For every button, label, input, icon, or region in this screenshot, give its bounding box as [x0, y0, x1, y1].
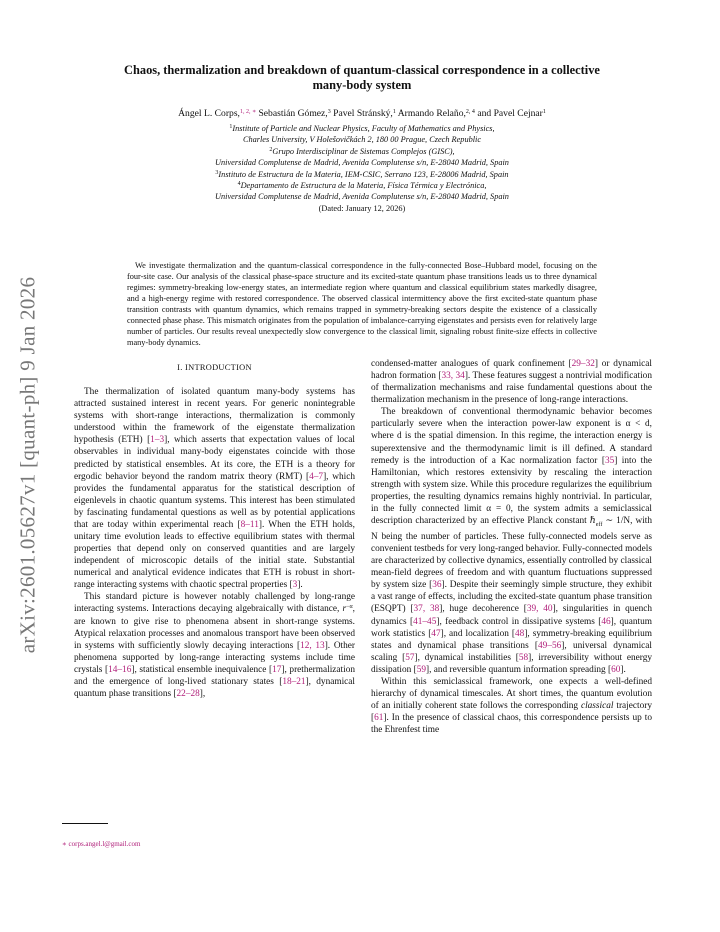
footnote-rule — [62, 823, 108, 824]
affiliation-line: Universidad Complutense de Madrid, Avenida Complutense s/n, E-28040 Madrid, Spain — [215, 192, 509, 202]
citation-link[interactable]: 18–21 — [282, 676, 306, 687]
paragraph: Within this semiclassical framework, one expects a well-defined hierarchy of dynamical timescales. At short times, the quantum evolution of an initially coherent state follows the corresponding classical trajectory [61]. In the presence of classical chaos, this correspondence persists up to the Ehrenfest time — [371, 676, 652, 736]
title-line-2: many-body system — [312, 78, 412, 92]
paragraph: This standard picture is however notably challenged by long-range interacting systems. Interactions decaying algebraically with distance, $r^{-\alpha}$, are known to give rise to phenomena absent in short-range systems. Atypical relaxation processes and anomalous transport have been observed in systems with sufficiently slowly decaying interactions [12, 13]. Other phenomena supported by long-range interacting systems include time crystals [14–16], statistical ensemble inequivalence [17], prethermalization and the emergence of long-lived stationary states [18–21], dynamical quantum phase transitions [22–28], — [74, 592, 355, 700]
affiliations — [80, 123, 644, 214]
citation-link[interactable]: 57 — [405, 652, 415, 663]
abstract-text: We investigate thermalization and the quantum-classical correspondence in the fully-connected Bose–Hubbard model, focusing on the four-site case. Our analysis of the classical phase-space structure and its excited-state quantum phase transitions leads us to three dynamical regimes: symmetry-breaking low-energy states, an intermediate region where quantum and classical equilibrium states markedly disagree, and a high-energy regime with restored correspondence. The observed classical intermittency above the first excited-state quantum phase transition contrasts with quantum dynamics, which remains trapped in symmetry-breaking sectors despite the existence of a classically connected phase phase. This mismatch originates from the population of imbalance-carrying eigenstates and persists even for relatively large number of particles. Our results reveal unexpectedly slow convergence to the classical limit, signaling robust finite-size effects in collective many-body dynamics. — [127, 261, 597, 348]
abstract — [127, 260, 597, 348]
author-affiliation-mark[interactable]: 1, 2, ∗ — [239, 109, 257, 115]
footnote-email[interactable]: ∗ corps.angel.l@gmail.com — [62, 840, 141, 848]
citation-link[interactable]: 47 — [431, 628, 441, 639]
affiliation-line: Universidad Complutense de Madrid, Avenida Complutense s/n, E-28040 Madrid, Spain — [215, 158, 509, 168]
citation-link[interactable]: 12, 13 — [300, 640, 325, 651]
affiliation-line: $^2$Grupo Interdisciplinar de Sistemas Complejos (GISC), — [269, 146, 455, 156]
author-affiliation-mark: 3 — [327, 109, 331, 115]
author-affiliation-mark: 2, 4 — [465, 109, 475, 115]
citation-link[interactable]: 14–16 — [108, 664, 132, 675]
affiliation-line: Charles University, V Holešovičkách 2, 180 00 Prague, Czech Republic — [242, 135, 482, 145]
citation-link[interactable]: 17 — [272, 664, 282, 675]
citation-link[interactable]: 3 — [292, 580, 298, 591]
paragraph: The breakdown of conventional thermodynamic behavior becomes particularly severe when the interaction power-law exponent is α < d, where d is the spatial dimension. In this regime, the interaction energy is superextensive and the thermodynamic limit is ill defined. A standard remedy is the introduction of a Kac normalization factor [35] into the Hamiltonian, which restores extensivity by rescaling the interaction strength with system size. While this procedure regularizes the equilibrium properties, the resulting dynamics remains highly nontrivial. In particular, in the fully connected limit α = 0, the system admits a semiclassical description characterized by an effective Planck constant ℏ$_{eff}$ ∼ 1/N, with N being the number of particles. These fully-connected models serve as convenient testbeds for very long-ranged behavior. Fully-connected models are characterized by collective dynamics, essentially controlled by classical mean-field degrees of freedom and with quantum fluctuations suppressed by system size [36]. Despite their seemingly simple structure, they exhibit a vast range of effects, including the excited-state quantum phase transition (ESQPT) [37, 38], huge decoherence [39, 40], singularities in quench dynamics [41–45], feedback control in dissipative systems [46], quantum work statistics [47], and localization [48], symmetry-breaking equilibrium states and dynamical phase transitions [49–56], universal dynamical scaling [57], dynamical instabilities [58], irreversibility without energy dissipation [59], and reversible quantum information spreading [60]. — [371, 407, 653, 675]
author-list — [80, 108, 644, 120]
citation-link[interactable]: 35 — [604, 455, 615, 466]
citation-link[interactable]: 37, 38 — [413, 604, 440, 615]
affiliation-line: $^4$Departamento de Estructura de la Materia, Física Térmica y Electrónica, — [237, 181, 487, 191]
arxiv-stamp-container — [8, 250, 48, 680]
citation-link[interactable]: 22–28 — [176, 689, 200, 700]
title-line-1: Chaos, thermalization and breakdown of quantum-classical correspondence in a collective — [124, 63, 600, 77]
left-column — [74, 362, 355, 700]
section-heading: I. INTRODUCTION — [177, 363, 252, 372]
citation-link[interactable]: 58 — [518, 652, 529, 663]
citation-link[interactable]: 29–32 — [571, 359, 595, 369]
paragraph: condensed-matter analogues of quark confinement [29–32] or dynamical hadron formation [33, 34]. These features suggest a nontrivial modification of thermalization mechanisms and raise fundamental questions about the thermalization mechanism in the presence of long-range interactions. — [371, 359, 652, 406]
date-line: (Dated: January 12, 2026) — [318, 203, 406, 213]
author-name: Armando Relaño, — [397, 108, 466, 119]
citation-link[interactable]: 41–45 — [413, 616, 437, 627]
citation-link[interactable]: 36 — [432, 580, 442, 591]
author-name: Pavel Stránský, — [333, 108, 393, 119]
citation-link[interactable]: 33, 34 — [441, 371, 465, 382]
citation-link[interactable]: 59 — [416, 664, 427, 675]
author-name: and Pavel Cejnar — [477, 108, 543, 119]
right-column — [371, 358, 652, 736]
citation-link[interactable]: 48 — [515, 628, 525, 639]
author-name: Ángel L. Corps, — [178, 108, 240, 119]
citation-link[interactable]: 1–3 — [150, 435, 165, 446]
citation-link[interactable]: 61 — [374, 713, 384, 724]
paper-title — [80, 63, 644, 93]
paragraph: The thermalization of isolated quantum many-body systems has attracted sustained interest in recent years. For generic nonintegrable systems with short-range interactions, thermalization is commonly understood within the framework of the eigenstate thermalization hypothesis (ETH) [1–3], which asserts that expectation values of local observables in individual many-body eigenstates coincide with those predicted by statistical ensembles. At its core, the ETH is a theory for ergodic behavior beyond the random matrix theory (RMT) [4–7], which provides the fundamental apparatus for the statistical description of eigenlevels in chaotic quantum systems. This interest has been stimulated by fascinating fundamental questions as well as by potential applications that are today within experimental reach [8–11]. When the ETH holds, unitary time evolution leads to effective equilibrium states with thermal properties that depend only on conserved quantities and are largely independent of microscopic details of the initial state. Substantial numerical and analytical evidence indicates that ETH is robust in short-range interacting systems with chaotic spectral properties [3]. — [74, 387, 356, 591]
citation-link[interactable]: 4–7 — [309, 471, 324, 482]
citation-link[interactable]: 49–56 — [538, 640, 562, 651]
author-affiliation-mark: 1 — [542, 109, 546, 115]
citation-link[interactable]: 60 — [611, 664, 621, 675]
citation-link[interactable]: 39, 40 — [526, 604, 553, 615]
arxiv-stamp: arXiv:2601.05627v1 [quant-ph] 9 Jan 2026 — [15, 276, 40, 654]
citation-link[interactable]: 46 — [601, 616, 611, 627]
affiliation-line: $^3$Instituto de Estructura de la Materia, IEM-CSIC, Serrano 123, E-28006 Madrid, Spain — [215, 169, 509, 179]
affiliation-line: $^1$Institute of Particle and Nuclear Physics, Faculty of Mathematics and Physics, — [229, 124, 495, 133]
author-name: Sebastián Gómez, — [258, 108, 328, 119]
citation-link[interactable]: 8–11 — [240, 519, 259, 530]
author-affiliation-mark: 1 — [392, 109, 396, 115]
